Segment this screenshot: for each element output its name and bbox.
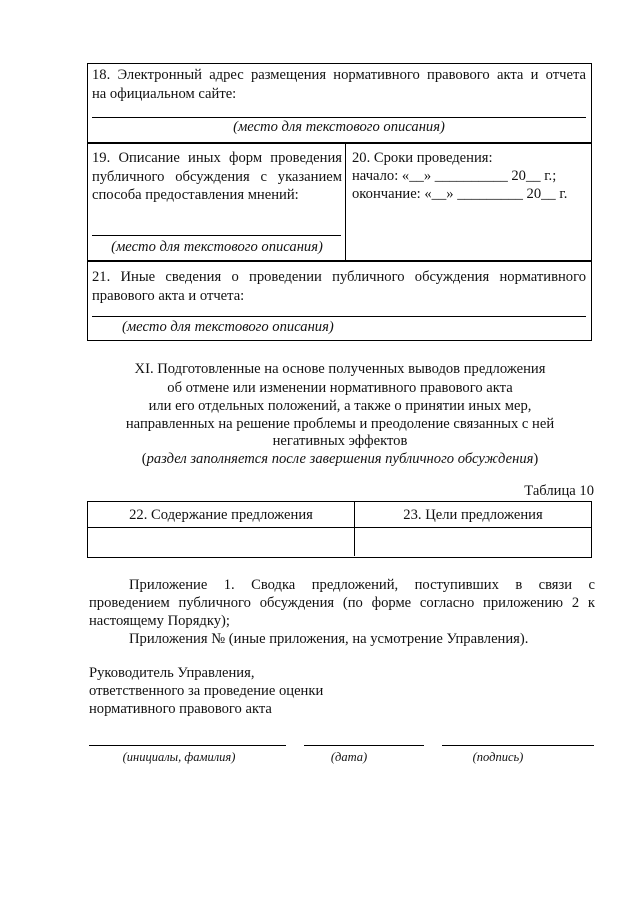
field-18-title-line2: на официальном сайте: [92,86,237,102]
signature-name-label: (инициалы, фамилия) [122,750,236,764]
section-heading-line3: или его отдельных положений, а также о принятии иных мер, [148,398,532,414]
signature-name-line[interactable] [89,745,286,746]
field-21-input-line[interactable] [92,316,586,317]
signature-title-line2: ответственного за проведение оценки [89,683,324,699]
table-header-content: 22. Содержание предложения [129,507,313,523]
field-21-caption: (место для текстового описания) [122,319,334,335]
signature-date-line[interactable] [304,745,424,746]
section-note-text: раздел заполняется после завершения публичного обсуждения [146,451,534,467]
field-19-title-line3: способа предоставления мнений: [92,187,299,203]
section-heading-line5: негативных эффектов [272,433,408,449]
field-19-title-line2: публичного обсуждения с указанием [92,169,342,185]
field-21-title-line2: правового акта и отчета: [92,288,245,304]
field-19-caption: (место для текстового описания) [111,239,323,255]
appendix-line4: Приложения № (иные приложения, на усмотрение Управления). [129,631,529,647]
field-18-caption: (место для текстового описания) [233,119,445,135]
field-20-end-date[interactable]: окончание: «__» _________ 20__ г. [352,186,568,202]
table-caption: Таблица 10 [524,483,594,499]
section-heading-line4: направленных на решение проблемы и преодоление связанных с ней [125,416,555,432]
appendix-line3: настоящему Порядку); [89,613,230,629]
table-cell-goals[interactable] [355,528,591,556]
field-19-title-line1: 19. Описание иных форм проведения [92,150,342,166]
field-18-title-line1: 18. Электронный адрес размещения нормативного правового акта и отчета [92,67,586,83]
signature-sign-line[interactable] [442,745,594,746]
appendix-line2: проведением публичного обсуждения (по форме согласно приложению 2 к [89,595,595,611]
signature-sign-label: (подпись) [472,750,524,764]
signature-title-line1: Руководитель Управления, [89,665,255,681]
field-19-input-line[interactable] [92,235,341,236]
table-header-goals: 23. Цели предложения [403,507,543,523]
section-heading-line2: об отмене или изменении нормативного правового акта [167,380,513,396]
field-21-title-line1: 21. Иные сведения о проведении публичного обсуждения нормативного [92,269,586,285]
section-note: (раздел заполняется после завершения публичного обсуждения) [141,451,539,467]
table-cell-content[interactable] [88,528,354,556]
section-heading-line1: XI. Подготовленные на основе полученных выводов предложения [134,361,546,377]
field-20-title: 20. Сроки проведения: [352,150,493,166]
appendix-line1: Приложение 1. Сводка предложений, поступивших в связи с [129,577,595,593]
signature-date-label: (дата) [330,750,368,764]
field-20-start-date[interactable]: начало: «__» __________ 20__ г.; [352,168,557,184]
signature-title-line3: нормативного правового акта [89,701,272,717]
